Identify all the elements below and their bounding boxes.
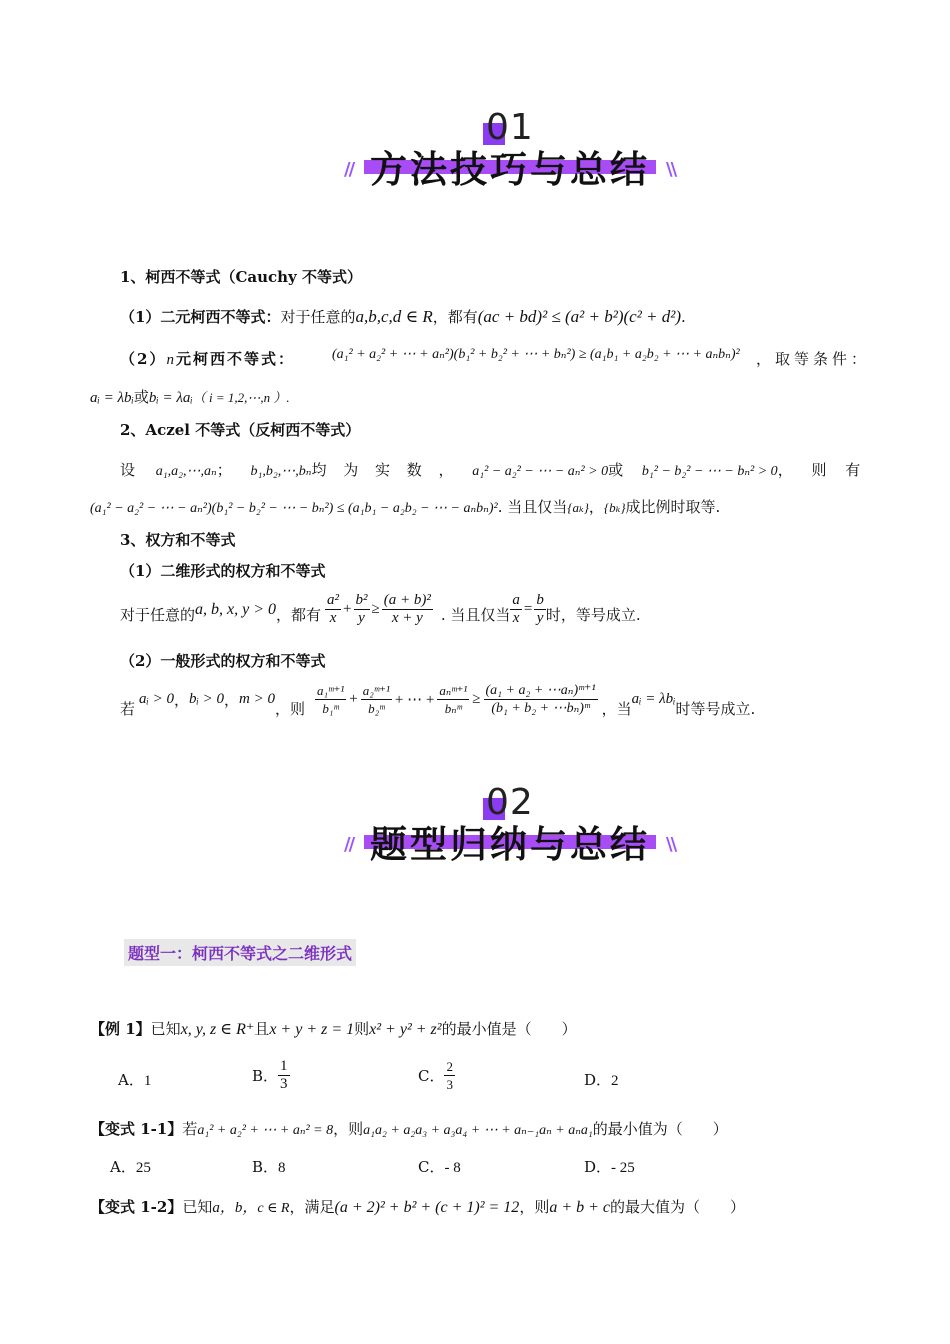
option-value: 2	[611, 1073, 619, 1089]
option-key: C．	[418, 1158, 445, 1176]
option-key: A．	[118, 1071, 144, 1089]
variant-1-2-expr: a + b + c	[549, 1199, 611, 1216]
aczel-ak: {aₖ}	[567, 500, 589, 515]
power-general-c1: aᵢ > 0	[139, 691, 175, 707]
frac-denominator: (b₁ + b₂ + ⋯bₙ)ᵐ	[491, 701, 590, 716]
aczel-set: 设	[120, 461, 136, 479]
option-fraction	[444, 1058, 455, 1093]
frac-denominator: 3	[446, 1077, 453, 1092]
option-c[interactable]	[418, 1058, 455, 1093]
variant-1-2-label: 【变式 1-2】	[90, 1198, 183, 1216]
variant-1-1-ask: 的最小值为（ ）	[592, 1120, 728, 1138]
variant-1-2-then: ，则	[519, 1198, 550, 1216]
frac-denominator: b₂ᵐ	[368, 701, 385, 716]
frac-numerator: b²	[355, 592, 368, 608]
option-fraction	[278, 1058, 290, 1093]
frac-numerator: 2	[446, 1059, 453, 1074]
option-key: C．	[418, 1067, 445, 1085]
aczel-line-1	[120, 459, 867, 480]
example-1-then: 则	[354, 1020, 370, 1038]
power-general-end: 时等号成立.	[675, 700, 756, 718]
aczel-b-seq: b₁,b₂,⋯,bₙ	[250, 464, 312, 479]
example-1-text: 已知	[150, 1020, 181, 1038]
option-b[interactable]	[252, 1156, 286, 1177]
option-key: D．	[584, 1158, 612, 1176]
example-1-vars: x, y, z ∈ R⁺	[180, 1021, 255, 1038]
power-2d-label: （1）二维形式的权方和不等式	[120, 562, 326, 580]
example-1-label: 【例 1】	[90, 1020, 151, 1038]
cauchy-n-var: n	[166, 352, 176, 368]
frac-denominator: y	[358, 610, 365, 626]
option-a[interactable]	[118, 1069, 151, 1090]
frac-denominator: y	[536, 610, 544, 626]
cauchy-2d-label: （1）二元柯西不等式：	[120, 308, 281, 326]
option-d[interactable]	[584, 1069, 619, 1090]
cauchy-n-line	[120, 348, 295, 369]
power-2d-frac-2	[354, 592, 370, 627]
aczel-then: ， 则 有	[777, 461, 868, 479]
cauchy-2d-line	[120, 306, 686, 327]
variant-1-2-text: 已知	[182, 1198, 213, 1216]
option-value: 1	[143, 1073, 152, 1089]
frac-numerator: aₙᵐ⁺¹	[439, 683, 468, 698]
aczel-sep: ；	[216, 461, 232, 479]
frac-numerator: a₁ᵐ⁺¹	[317, 683, 345, 698]
example-1-and: 且	[254, 1020, 270, 1038]
option-key: B．	[252, 1158, 279, 1176]
frac-denominator: x + y	[391, 610, 423, 626]
frac-denominator: x	[512, 610, 520, 626]
example-1-ask: 的最小值是（ ）	[441, 1020, 577, 1038]
cauchy-2d-end: .	[681, 308, 686, 326]
option-c[interactable]	[418, 1156, 461, 1177]
power-2d-line: 对于任意的 a, b, x, y > 0 ，都有 $\frac{\text{a²}}{x}$ + $\frac{\text{b²}}{y}$ ≥ $\frac{\text{(a + b)²}}{x + y}$ . 当且仅当 $\frac{a}{x}$ = $\frac{b}{y}$ 时，等号成立.	[120, 592, 641, 626]
power-general-c2: bᵢ > 0	[189, 691, 225, 707]
power-2d-end: 时，等号成立.	[545, 606, 641, 624]
power-general-eq: aᵢ = λbᵢ	[631, 691, 676, 707]
frac-denominator: bₙᵐ	[444, 701, 462, 716]
option-value: 8	[278, 1160, 286, 1176]
power-2d-eq-b	[534, 592, 546, 627]
heading-power-sum: 3、权方和不等式	[120, 531, 236, 549]
section-number: 01	[486, 107, 534, 148]
aczel-bk: {bₖ}	[603, 500, 626, 515]
option-b[interactable]	[252, 1058, 290, 1093]
variant-1-2-vars: a，b，	[212, 1200, 258, 1216]
cauchy-n-formula: (a₁² + a₂² + ⋯ + aₙ²)(b₁² + b₂² + ⋯ + bₙ²) ≥ (a₁b₁ + a₂b₂ + ⋯ + aₙbₙ)²	[332, 347, 740, 362]
variant-1-1	[90, 1118, 728, 1139]
section-header-01	[340, 107, 680, 205]
option-value: - 25	[611, 1160, 635, 1176]
example-1-expr: x² + y² + z²	[369, 1021, 442, 1038]
section-title: 方法技巧与总结	[370, 148, 650, 191]
power-general-frac-1	[315, 682, 346, 717]
frac-denominator: 3	[280, 1076, 288, 1092]
slash-decoration-icon: //	[344, 834, 354, 855]
heading-cauchy: 1、柯西不等式（Cauchy 不等式）	[120, 268, 362, 286]
aczel-line-2	[90, 496, 720, 517]
variant-1-2	[90, 1196, 745, 1217]
cauchy-2d-formula: (ac + bd)² ≤ (a² + b²)(c² + d²)	[477, 307, 682, 326]
section-header-02	[340, 782, 680, 880]
power-2d-lead: 对于任意的	[120, 606, 196, 624]
cauchy-n-tail: ，取等条件：	[756, 350, 871, 368]
cauchy-n-label: （2）	[120, 350, 167, 368]
aczel-real: 均 为 实 数 ，	[311, 461, 460, 479]
cauchy-cond-or: 或	[133, 388, 149, 406]
power-2d-vars: a, b, x, y > 0	[195, 600, 277, 618]
power-general-line: 若 aᵢ > 0 ， bᵢ > 0 ， m > 0 ，则 $\frac{\text{a₁ᵐ⁺¹}}{\text{b₁ᵐ}}$ + $\frac{\text{a₂ᵐ⁺¹}}{\text{b₂ᵐ}}$ + ⋯ + $\frac{\text{aₙᵐ⁺¹}}{\text{bₙᵐ}}$ ≥ $\frac{\text{(a₁ + a₂ + ⋯aₙ)ᵐ⁺¹}}{\text{(b₁ + b₂ + ⋯bₙ)ᵐ}}$ ，当 aᵢ = λbᵢ 时等号成立.	[120, 683, 756, 718]
cauchy-n-label2: 元柯西不等式：	[175, 350, 295, 368]
variant-1-1-then: ，则	[333, 1120, 364, 1138]
cauchy-2d-vars: a,b,c,d ∈ R	[355, 307, 433, 326]
cauchy-2d-text: 对于任意的	[280, 308, 356, 326]
frac-denominator: b₁ᵐ	[322, 701, 339, 716]
power-2d-eq-a	[510, 592, 522, 627]
cauchy-cond-1: aᵢ = λbᵢ	[90, 390, 134, 406]
cauchy-cond-2: bᵢ = λaᵢ	[148, 390, 193, 406]
aczel-cond-b: b₁² − b₂² − ⋯ − bₙ² > 0	[641, 464, 778, 479]
frac-numerator: 1	[280, 1058, 288, 1074]
power-2d-frac-1	[325, 592, 341, 627]
option-key: B．	[252, 1067, 279, 1085]
variant-1-2-cond-lead: ，满足	[289, 1198, 335, 1216]
power-2d-frac-3	[382, 592, 433, 627]
frac-numerator: b	[536, 592, 544, 608]
variant-1-1-expr: a₁a₂ + a₂a₃ + a₃a₄ + ⋯ + aₙ₋₁aₙ + aₙa₁	[363, 1123, 593, 1138]
section-number: 02	[486, 782, 534, 823]
aczel-when: . 当且仅当	[497, 498, 568, 516]
variant-1-1-text: 若	[182, 1120, 198, 1138]
example-1	[90, 1018, 577, 1039]
power-general-c3: m > 0	[239, 691, 276, 707]
power-general-if: 若	[120, 700, 136, 718]
option-key: A．	[110, 1158, 136, 1176]
power-general-frac-3	[437, 682, 469, 717]
backslash-decoration-icon: \\	[666, 834, 676, 855]
topic-label: 题型一：柯西不等式之二维形式	[124, 939, 356, 966]
power-general-label: （2）一般形式的权方和不等式	[120, 652, 326, 670]
aczel-or: 或	[608, 461, 624, 479]
aczel-comma: ，	[588, 498, 604, 516]
aczel-a-seq: a₁,a₂,⋯,aₙ	[155, 464, 217, 479]
option-value: 25	[135, 1160, 151, 1176]
variant-1-1-label: 【变式 1-1】	[90, 1120, 183, 1138]
option-d[interactable]	[584, 1156, 635, 1177]
aczel-cond-a: a₁² − a₂² − ⋯ − aₙ² > 0	[472, 464, 609, 479]
frac-numerator: (a + b)²	[383, 592, 431, 608]
variant-1-1-cond: a₁² + a₂² + ⋯ + aₙ² = 8	[197, 1123, 334, 1138]
aczel-end: 成比例时取等.	[625, 498, 721, 516]
frac-numerator: (a₁ + a₂ + ⋯aₙ)ᵐ⁺¹	[485, 683, 596, 698]
frac-numerator: a²	[327, 592, 340, 608]
example-1-cond: x + y + z = 1	[269, 1021, 355, 1038]
power-general-frac-2	[361, 682, 392, 717]
power-general-when: ，当	[601, 700, 632, 718]
power-general-then: ，则	[275, 700, 306, 718]
frac-numerator: a₂ᵐ⁺¹	[362, 683, 390, 698]
frac-denominator: x	[329, 610, 337, 626]
cauchy-cond-range: （ i = 1,2,⋯,n ）.	[192, 390, 290, 405]
slash-decoration-icon: //	[344, 159, 354, 180]
section-title: 题型归纳与总结	[370, 823, 650, 866]
option-key: D．	[584, 1071, 612, 1089]
frac-numerator: a	[512, 592, 520, 608]
option-value: - 8	[444, 1160, 461, 1176]
power-2d-has: ，都有	[276, 606, 322, 624]
power-2d-when: . 当且仅当	[440, 606, 511, 624]
power-general-frac-4	[484, 682, 598, 717]
aczel-formula: (a₁² − a₂² − ⋯ − aₙ²)(b₁² − b₂² − ⋯ − bₙ²) ≤ (a₁b₁ − a₂b₂ − ⋯ − aₙbₙ)²	[90, 501, 498, 516]
variant-1-2-cond: (a + 2)² + b² + (c + 1)² = 12	[334, 1199, 520, 1216]
option-a[interactable]	[110, 1156, 151, 1177]
variant-1-2-set: c ∈ R	[257, 1201, 290, 1216]
cauchy-n-condition-line	[90, 386, 290, 407]
cauchy-2d-mid: ，都有	[432, 308, 478, 326]
heading-aczel: 2、Aczel 不等式（反柯西不等式）	[120, 421, 361, 439]
backslash-decoration-icon: \\	[666, 159, 676, 180]
variant-1-2-ask: 的最大值为（ ）	[610, 1198, 746, 1216]
